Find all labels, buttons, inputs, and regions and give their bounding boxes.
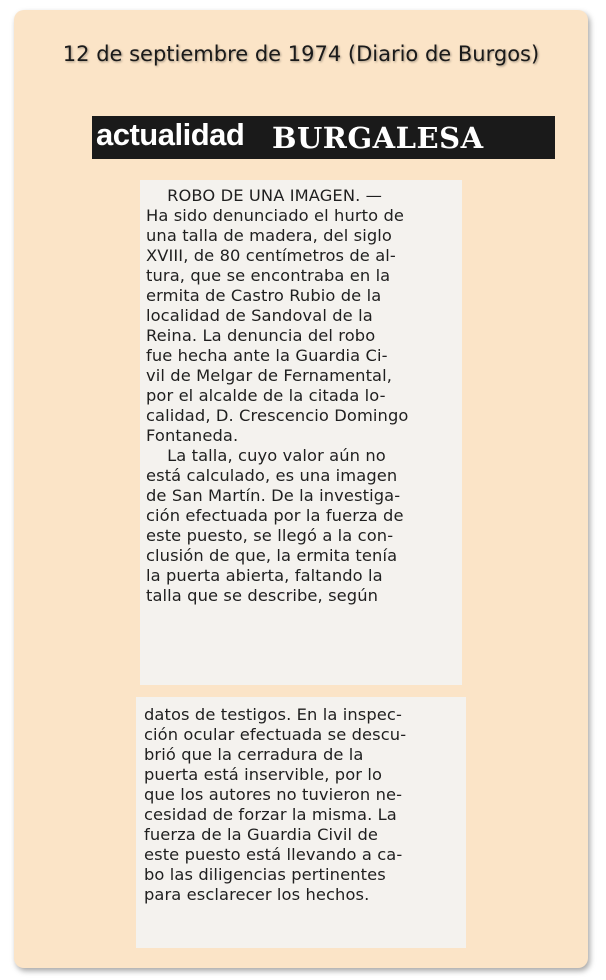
clip1-line: de San Martín. De la investiga-: [146, 486, 401, 505]
clip2-line: puerta está inservible, por lo: [144, 765, 383, 784]
clip1-line: Fontaneda.: [146, 426, 239, 445]
clip2-line: fuerza de la Guardia Civil de: [144, 825, 378, 844]
clip1-line: XVIII, de 80 centímetros de al-: [146, 246, 396, 265]
clip1-line: ción efectuada por la fuerza de: [146, 506, 404, 525]
clip1-line: clusión de que, la ermita tenía: [146, 546, 398, 565]
banner-word-burgalesa: BURGALESA: [272, 121, 484, 155]
clip1-line: fue hecha ante la Guardia Ci-: [146, 346, 388, 365]
clip1-line: está calculado, es una imagen: [146, 466, 398, 485]
clip1-line: talla que se describe, según: [146, 586, 379, 605]
clip1-line: este puesto, se llegó a la con-: [146, 526, 394, 545]
clip1-line: localidad de Sandoval de la: [146, 306, 373, 325]
clip1-line: una talla de madera, del siglo: [146, 226, 392, 245]
clip2-line: ción ocular efectuada se descu-: [144, 725, 407, 744]
newspaper-section-banner: [92, 116, 555, 159]
clip1-line: la puerta abierta, faltando la: [146, 566, 383, 585]
clip2-line: para esclarecer los hechos.: [144, 885, 370, 904]
clipping-text-2: [144, 705, 406, 905]
clip2-line: datos de testigos. En la inspec-: [144, 705, 402, 724]
clip1-line: Ha sido denunciado el hurto de: [146, 206, 405, 225]
clip1-line: calidad, D. Crescencio Domingo: [146, 406, 409, 425]
clip1-line: por el alcalde de la citada lo-: [146, 386, 386, 405]
clip1-line: ermita de Castro Rubio de la: [146, 286, 382, 305]
newspaper-clipping-part-2: [136, 697, 466, 948]
clip2-line: bo las diligencias pertinentes: [144, 865, 386, 884]
date-caption: 12 de septiembre de 1974 (Diario de Burgos): [62, 42, 540, 66]
clip2-line: que los autores no tuvieron ne-: [144, 785, 403, 804]
clip1-line: vil de Melgar de Fernamental,: [146, 366, 393, 385]
clip1-line: Reina. La denuncia del robo: [146, 326, 376, 345]
clip2-line: cesidad de forzar la misma. La: [144, 805, 397, 824]
newspaper-clipping-part-1: [140, 180, 462, 685]
clip2-line: este puesto está llevando a ca-: [144, 845, 403, 864]
clip1-line: La talla, cuyo valor aún no: [146, 446, 386, 465]
clip2-line: brió que la cerradura de la: [144, 745, 364, 764]
clip1-line: ROBO DE UNA IMAGEN. —: [146, 186, 383, 205]
clip1-line: tura, que se encontraba en la: [146, 266, 391, 285]
banner-word-actualidad: actualidad: [96, 117, 245, 152]
clipping-text-1: [146, 186, 408, 606]
